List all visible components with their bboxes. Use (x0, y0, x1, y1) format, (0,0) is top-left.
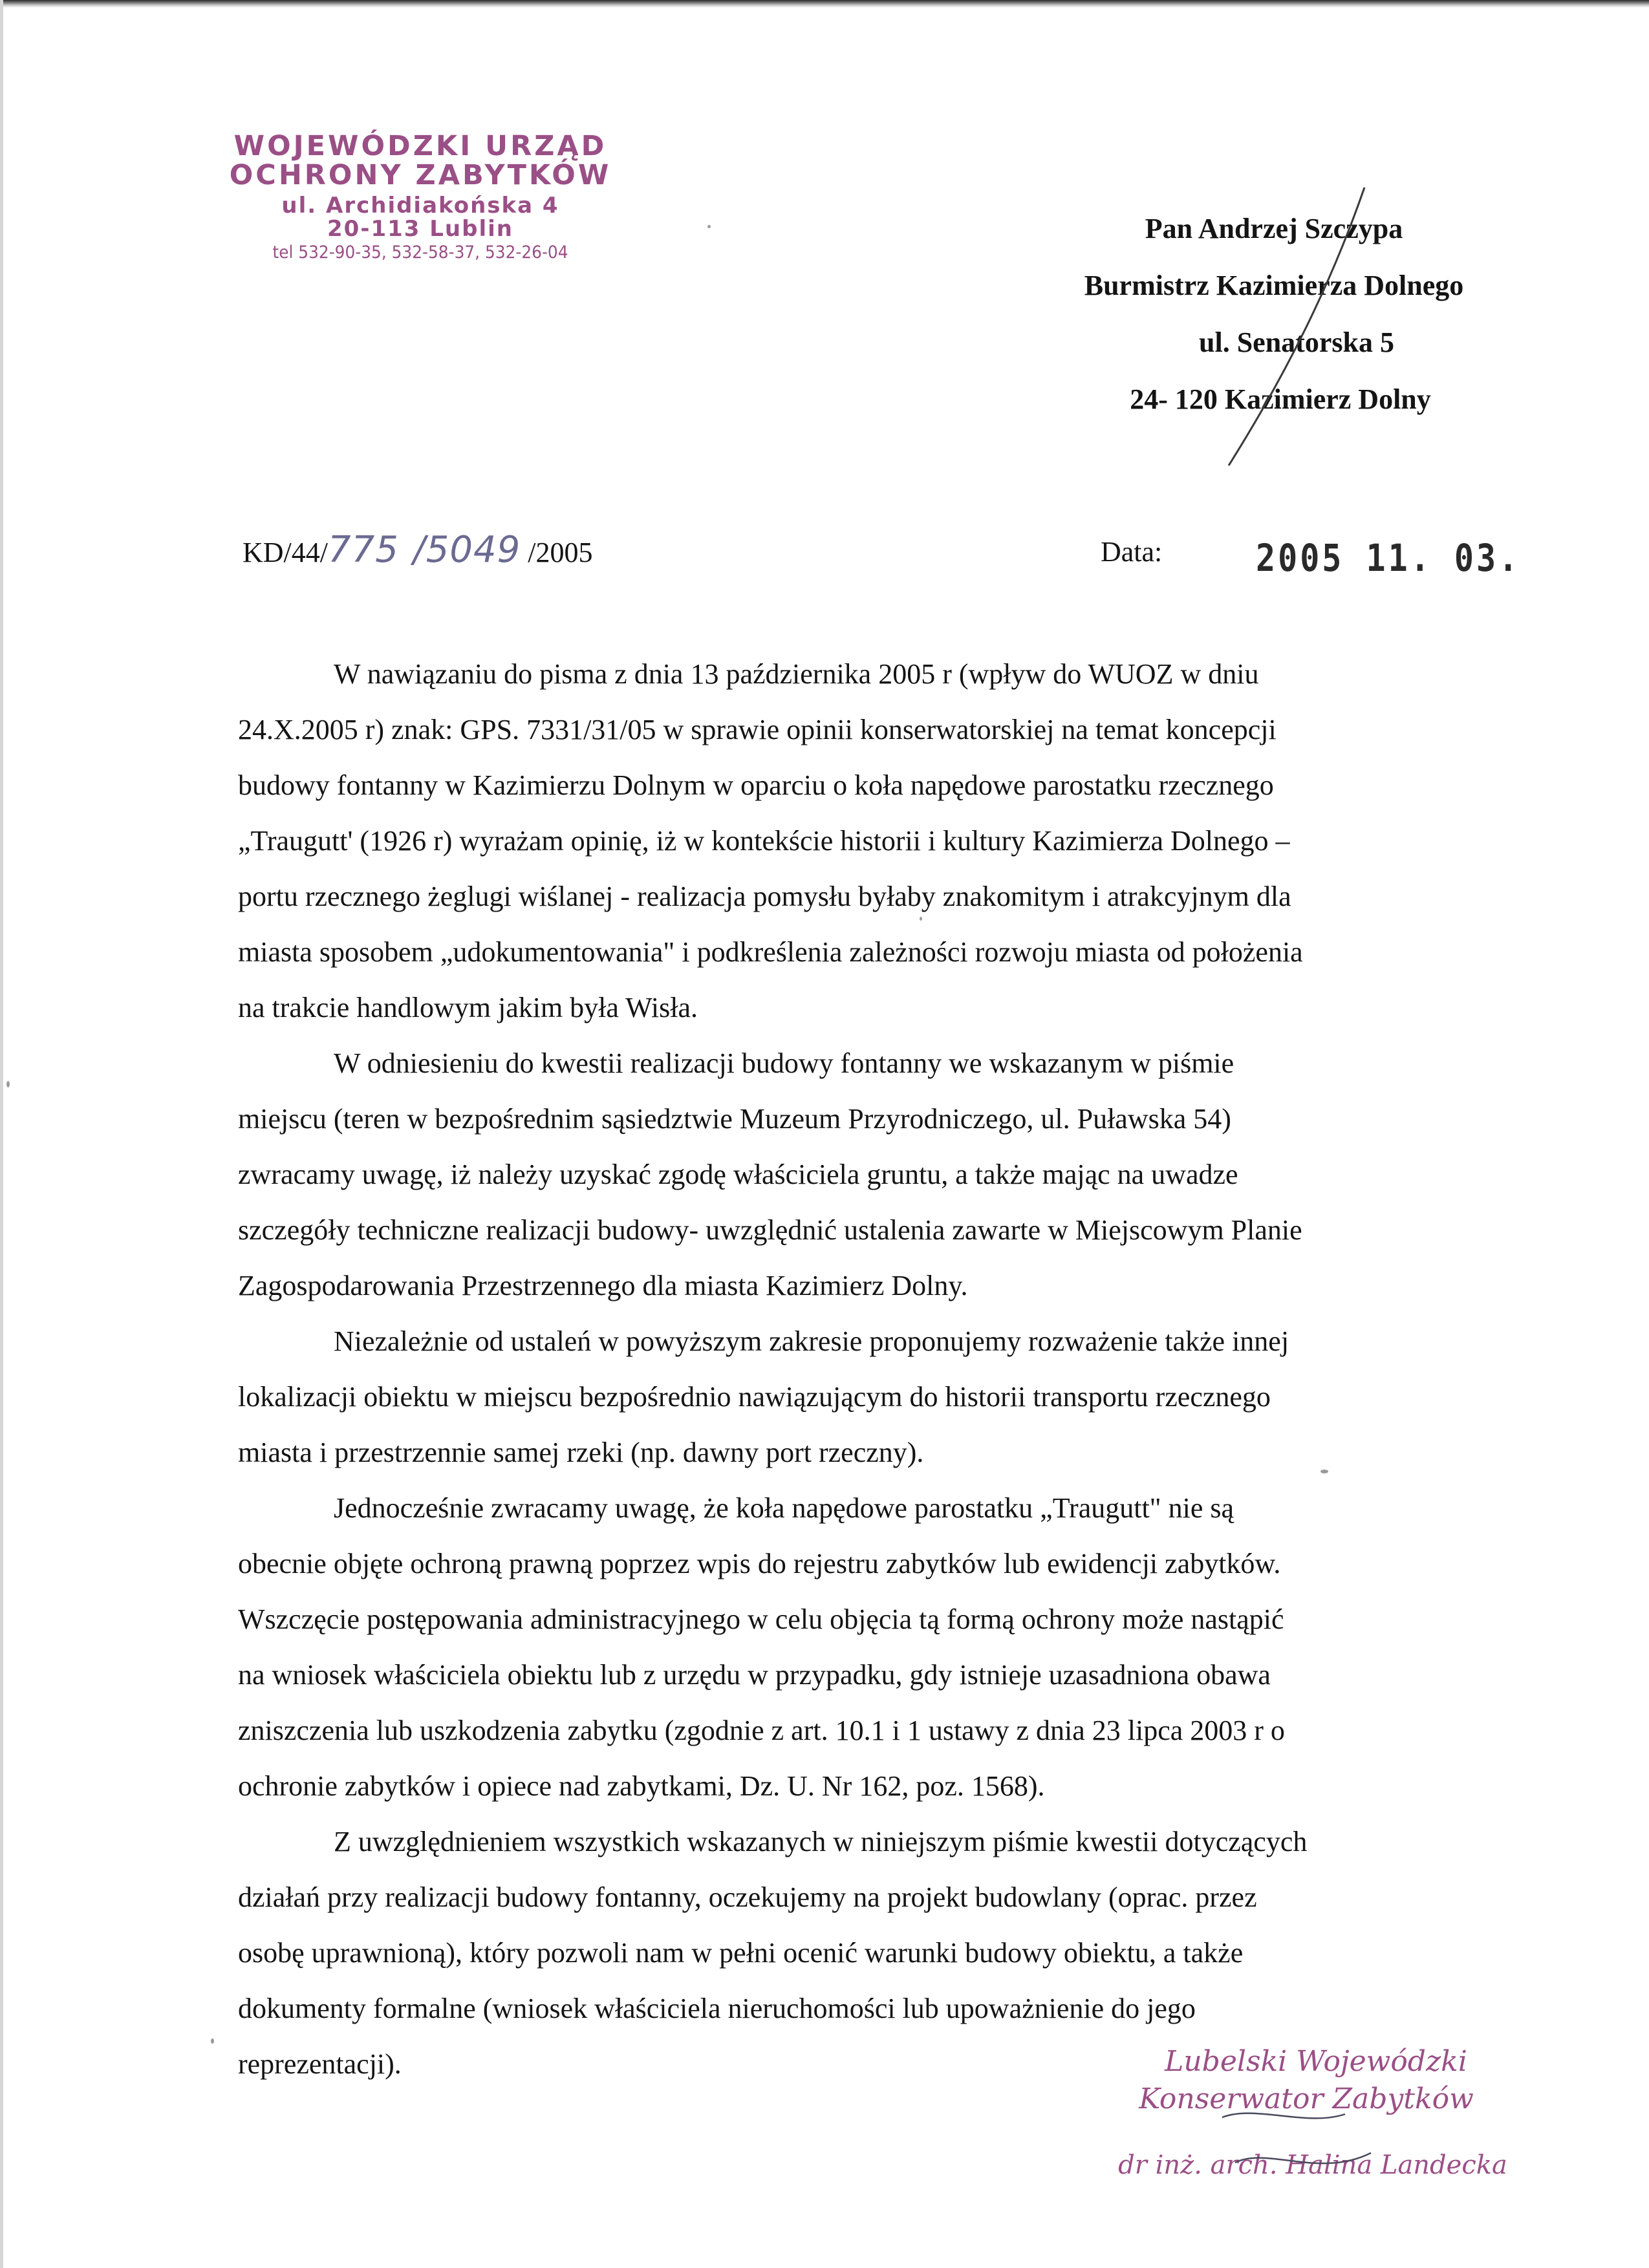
stamp-street: ul. Archidiakońska 4 (281, 193, 559, 219)
text-line: W nawiązaniu do pisma z dnia 13 października 2005 r (wpływ do WUOZ w dniu (334, 658, 1259, 690)
text-line: działań przy realizacji budowy fontanny, oczekujemy na projekt budowlany (oprac. przez (238, 1881, 1257, 1913)
reference-suffix: /2005 (528, 537, 593, 568)
paragraph-2 (238, 1036, 1480, 1314)
scan-speck (6, 1081, 10, 1087)
paragraph-4 (238, 1481, 1480, 1814)
reference-separator: / (413, 529, 426, 571)
text-line: na trakcie handlowym jakim była Wisła. (238, 992, 698, 1023)
pen-slash-mark (1209, 184, 1377, 469)
text-line: zniszczenia lub uszkodzenia zabytku (zgodnie z art. 10.1 i 1 ustawy z dnia 23 lipca 2003 r o (238, 1715, 1285, 1746)
addressee-name: Pan Andrzej Szczypa (1145, 213, 1403, 244)
reference-prefix: KD/44/ (242, 537, 328, 568)
reference-handwritten-number-1: 775 (328, 529, 399, 571)
text-line: obecnie objęte ochroną prawną poprzez wpis do rejestru zabytków lub ewidencji zabytków. (238, 1548, 1281, 1579)
text-line: dokumenty formalne (wniosek właściciela nieruchomości lub upoważnienie do jego (238, 1993, 1196, 2024)
signature-title-line-1: Lubelski Wojewódzki (1165, 2045, 1467, 2078)
text-line: Niezależnie od ustaleń w powyższym zakresie proponujemy rozważenie także innej (334, 1325, 1289, 1357)
handwritten-signature-stroke (1216, 2108, 1410, 2185)
text-line: osobę uprawnioną), który pozwoli nam w pełni ocenić warunki budowy obiektu, a także (238, 1937, 1244, 1969)
reference-number (242, 529, 593, 571)
scan-top-edge (0, 0, 1649, 8)
letter-body (238, 647, 1480, 2092)
addressee-title: Burmistrz Kazimierza Dolnego (1084, 270, 1464, 301)
scan-speck (211, 2038, 214, 2044)
addressee-street: ul. Senatorska 5 (1199, 326, 1394, 358)
stamp-office-line-2: OCHRONY ZABYTKÓW (229, 159, 612, 191)
stamp-postal-city: 20-113 Lublin (327, 216, 513, 242)
text-line: budowy fontanny w Kazimierzu Dolnym w oparciu o koła napędowe parostatku rzecznego (238, 769, 1274, 801)
scan-speck (707, 225, 711, 228)
office-stamp (223, 130, 618, 262)
text-line: 24.X.2005 r) znak: GPS. 7331/31/05 w sprawie opinii konserwatorskiej na temat koncepcji (238, 714, 1277, 745)
text-line: W odniesieniu do kwestii realizacji budowy fontanny we wskazanym w piśmie (334, 1047, 1234, 1079)
date-stamp-value: 2005 11. 03. (1256, 537, 1521, 580)
text-line: na wniosek właściciela obiektu lub z urzędu w przypadku, gdy istnieje uzasadniona obawa (238, 1659, 1271, 1691)
text-line: miasta sposobem „udokumentowania" i podkreślenia zależności rozwoju miasta od położenia (238, 936, 1303, 968)
text-line: miasta i przestrzennie samej rzeki (np. dawny port rzeczny). (238, 1437, 924, 1468)
stamp-office-line-1: WOJEWÓDZKI URZĄD (233, 130, 607, 162)
reference-handwritten-number-2: 5049 (426, 529, 521, 571)
text-line: „Traugutt' (1926 r) wyrażam opinię, iż w kontekście historii i kultury Kazimierza Dolnego – (238, 825, 1290, 857)
paragraph-3 (238, 1314, 1480, 1481)
text-line: zwracamy uwagę, iż należy uzyskać zgodę właściciela gruntu, a także mając na uwadze (238, 1159, 1238, 1190)
text-line: Wszczęcie postępowania administracyjnego w celu objęcia tą formą ochrony może nastąpić (238, 1603, 1284, 1635)
text-line: ochronie zabytków i opiece nad zabytkami, Dz. U. Nr 162, poz. 1568). (238, 1770, 1045, 1802)
text-line: miejscu (teren w bezpośrednim sąsiedztwie Muzeum Przyrodniczego, ul. Puławska 54) (238, 1103, 1231, 1135)
scan-left-edge (0, 0, 3, 2268)
text-line: Jednocześnie zwracamy uwagę, że koła napędowe parostatku „Traugutt" nie są (334, 1492, 1234, 1524)
text-line: Z uwzględnieniem wszystkich wskazanych w niniejszym piśmie kwestii dotyczących (334, 1826, 1308, 1857)
text-line: Zagospodarowania Przestrzennego dla miasta Kazimierz Dolny. (238, 1270, 968, 1301)
text-line: reprezentacji). (238, 2048, 402, 2080)
paragraph-1 (238, 647, 1480, 1036)
text-line: szczegóły techniczne realizacji budowy- uwzględnić ustalenia zawarte w Miejscowym Planie (238, 1214, 1302, 1246)
date-label: Data: (1101, 536, 1163, 568)
scan-speck (1320, 1470, 1328, 1473)
text-line: lokalizacji obiektu w miejscu bezpośrednio nawiązującym do historii transportu rzecznego (238, 1381, 1271, 1413)
signature-name: dr inż. arch. Halina Landecka (1118, 2150, 1507, 2180)
text-line: portu rzecznego żeglugi wiślanej - realizacja pomysłu byłaby znakomitym i atrakcyjnym dla (238, 881, 1291, 912)
scan-speck (920, 917, 922, 921)
signature-title-line-2: Konserwator Zabytków (1139, 2082, 1474, 2115)
stamp-phone: tel 532-90-35, 532-58-37, 532-26-04 (272, 242, 568, 262)
addressee-city: 24- 120 Kazimierz Dolny (1130, 383, 1431, 415)
